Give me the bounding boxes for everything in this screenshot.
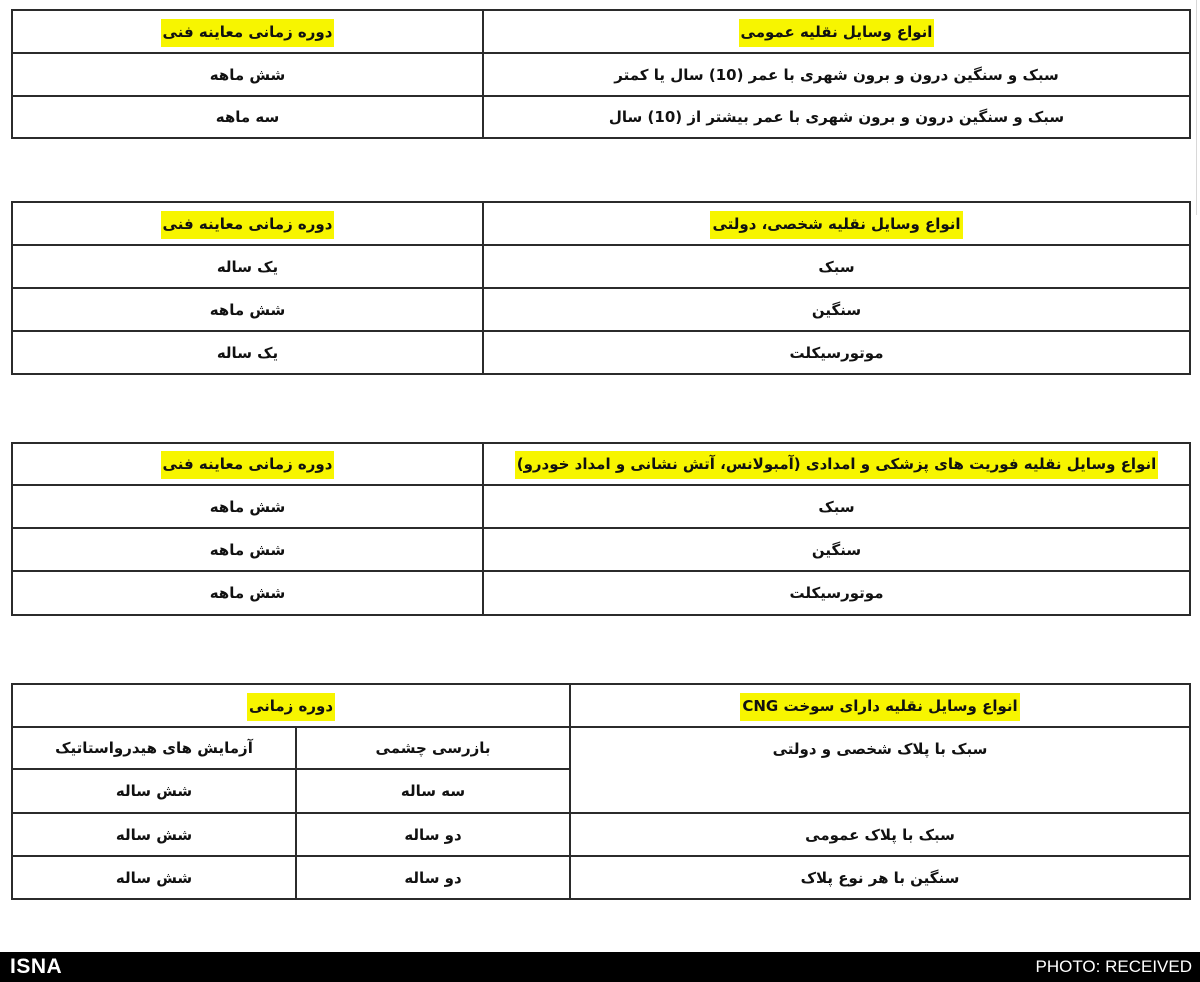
period-cell: شش ماهه — [12, 528, 483, 571]
subheader-hydrostatic-test: آزمایش های هیدرواستاتیک — [12, 727, 296, 769]
private-government-vehicles-table — [11, 201, 1191, 375]
period-cell: شش ماهه — [12, 485, 483, 528]
table-header-row — [12, 443, 1190, 485]
vehicle-type-cell: سبک با پلاک عمومی — [570, 813, 1190, 856]
table-row — [12, 571, 1190, 615]
table-row — [12, 813, 1190, 856]
highlighted-header: دوره زمانی معاینه فنی — [161, 19, 335, 47]
photo-credit: PHOTO: RECEIVED — [1035, 957, 1192, 976]
table-row — [12, 96, 1190, 138]
table-row — [12, 53, 1190, 96]
table-row — [12, 528, 1190, 571]
vehicle-type-cell: موتورسیکلت — [483, 571, 1190, 615]
header-inspection-period — [12, 443, 483, 485]
table-header-row — [12, 202, 1190, 245]
period-cell: شش ماهه — [12, 571, 483, 615]
header-period — [12, 684, 570, 727]
highlighted-header: دوره زمانی معاینه فنی — [161, 451, 335, 479]
table-row — [12, 856, 1190, 899]
highlighted-header: انواع وسایل نقلیه فوریت های پزشکی و امدادی (آمبولانس، آتش نشانی و امداد خودرو) — [515, 451, 1159, 479]
period-cell: شش ماهه — [12, 288, 483, 331]
highlighted-header: انواع وسایل نقلیه دارای سوخت CNG — [740, 693, 1019, 721]
header-vehicle-type — [483, 443, 1190, 485]
subheader-visual-inspection: بازرسی چشمی — [296, 727, 570, 769]
header-vehicle-type — [483, 10, 1190, 53]
visual-period-cell: دو ساله — [296, 813, 570, 856]
period-cell: شش ماهه — [12, 53, 483, 96]
public-vehicles-table — [11, 9, 1191, 139]
highlighted-header: انواع وسایل نقلیه عمومی — [739, 19, 935, 47]
vehicle-type-cell: سبک — [483, 485, 1190, 528]
hydrostatic-period-cell: شش ساله — [12, 813, 296, 856]
table-header-row — [12, 10, 1190, 53]
table-row — [12, 288, 1190, 331]
table-row — [12, 245, 1190, 288]
page-edge-divider — [1196, 0, 1200, 215]
vehicle-type-cell: سنگین — [483, 528, 1190, 571]
emergency-vehicles-table — [11, 442, 1191, 616]
hydrostatic-period-cell: شش ساله — [12, 856, 296, 899]
vehicle-type-cell: سنگین با هر نوع پلاک — [570, 856, 1190, 899]
header-vehicle-type — [570, 684, 1190, 727]
period-cell: یک ساله — [12, 331, 483, 374]
highlighted-header: انواع وسایل نقلیه شخصی، دولتی — [710, 211, 962, 239]
header-inspection-period — [12, 202, 483, 245]
vehicle-type-cell: سنگین — [483, 288, 1190, 331]
table-row — [12, 331, 1190, 374]
highlighted-header: دوره زمانی معاینه فنی — [161, 211, 335, 239]
table-row — [12, 485, 1190, 528]
header-vehicle-type — [483, 202, 1190, 245]
period-cell: سه ماهه — [12, 96, 483, 138]
hydrostatic-period-cell: شش ساله — [12, 769, 296, 813]
vehicle-type-cell: سبک و سنگین درون و برون شهری با عمر بیشتر از (10) سال — [483, 96, 1190, 138]
header-inspection-period — [12, 10, 483, 53]
photo-credit-bar — [0, 952, 1200, 982]
highlighted-header: دوره زمانی — [247, 693, 335, 721]
vehicle-type-cell: سبک با پلاک شخصی و دولتی — [570, 727, 1190, 813]
table-header-row — [12, 684, 1190, 727]
cng-vehicles-table — [11, 683, 1191, 900]
visual-period-cell: دو ساله — [296, 856, 570, 899]
period-cell: یک ساله — [12, 245, 483, 288]
isna-logo: ISNA — [10, 955, 63, 978]
vehicle-type-cell: سبک — [483, 245, 1190, 288]
vehicle-type-cell: سبک و سنگین درون و برون شهری با عمر (10) سال یا کمتر — [483, 53, 1190, 96]
vehicle-type-cell: موتورسیکلت — [483, 331, 1190, 374]
visual-period-cell: سه ساله — [296, 769, 570, 813]
table-subheader-row — [12, 727, 1190, 769]
